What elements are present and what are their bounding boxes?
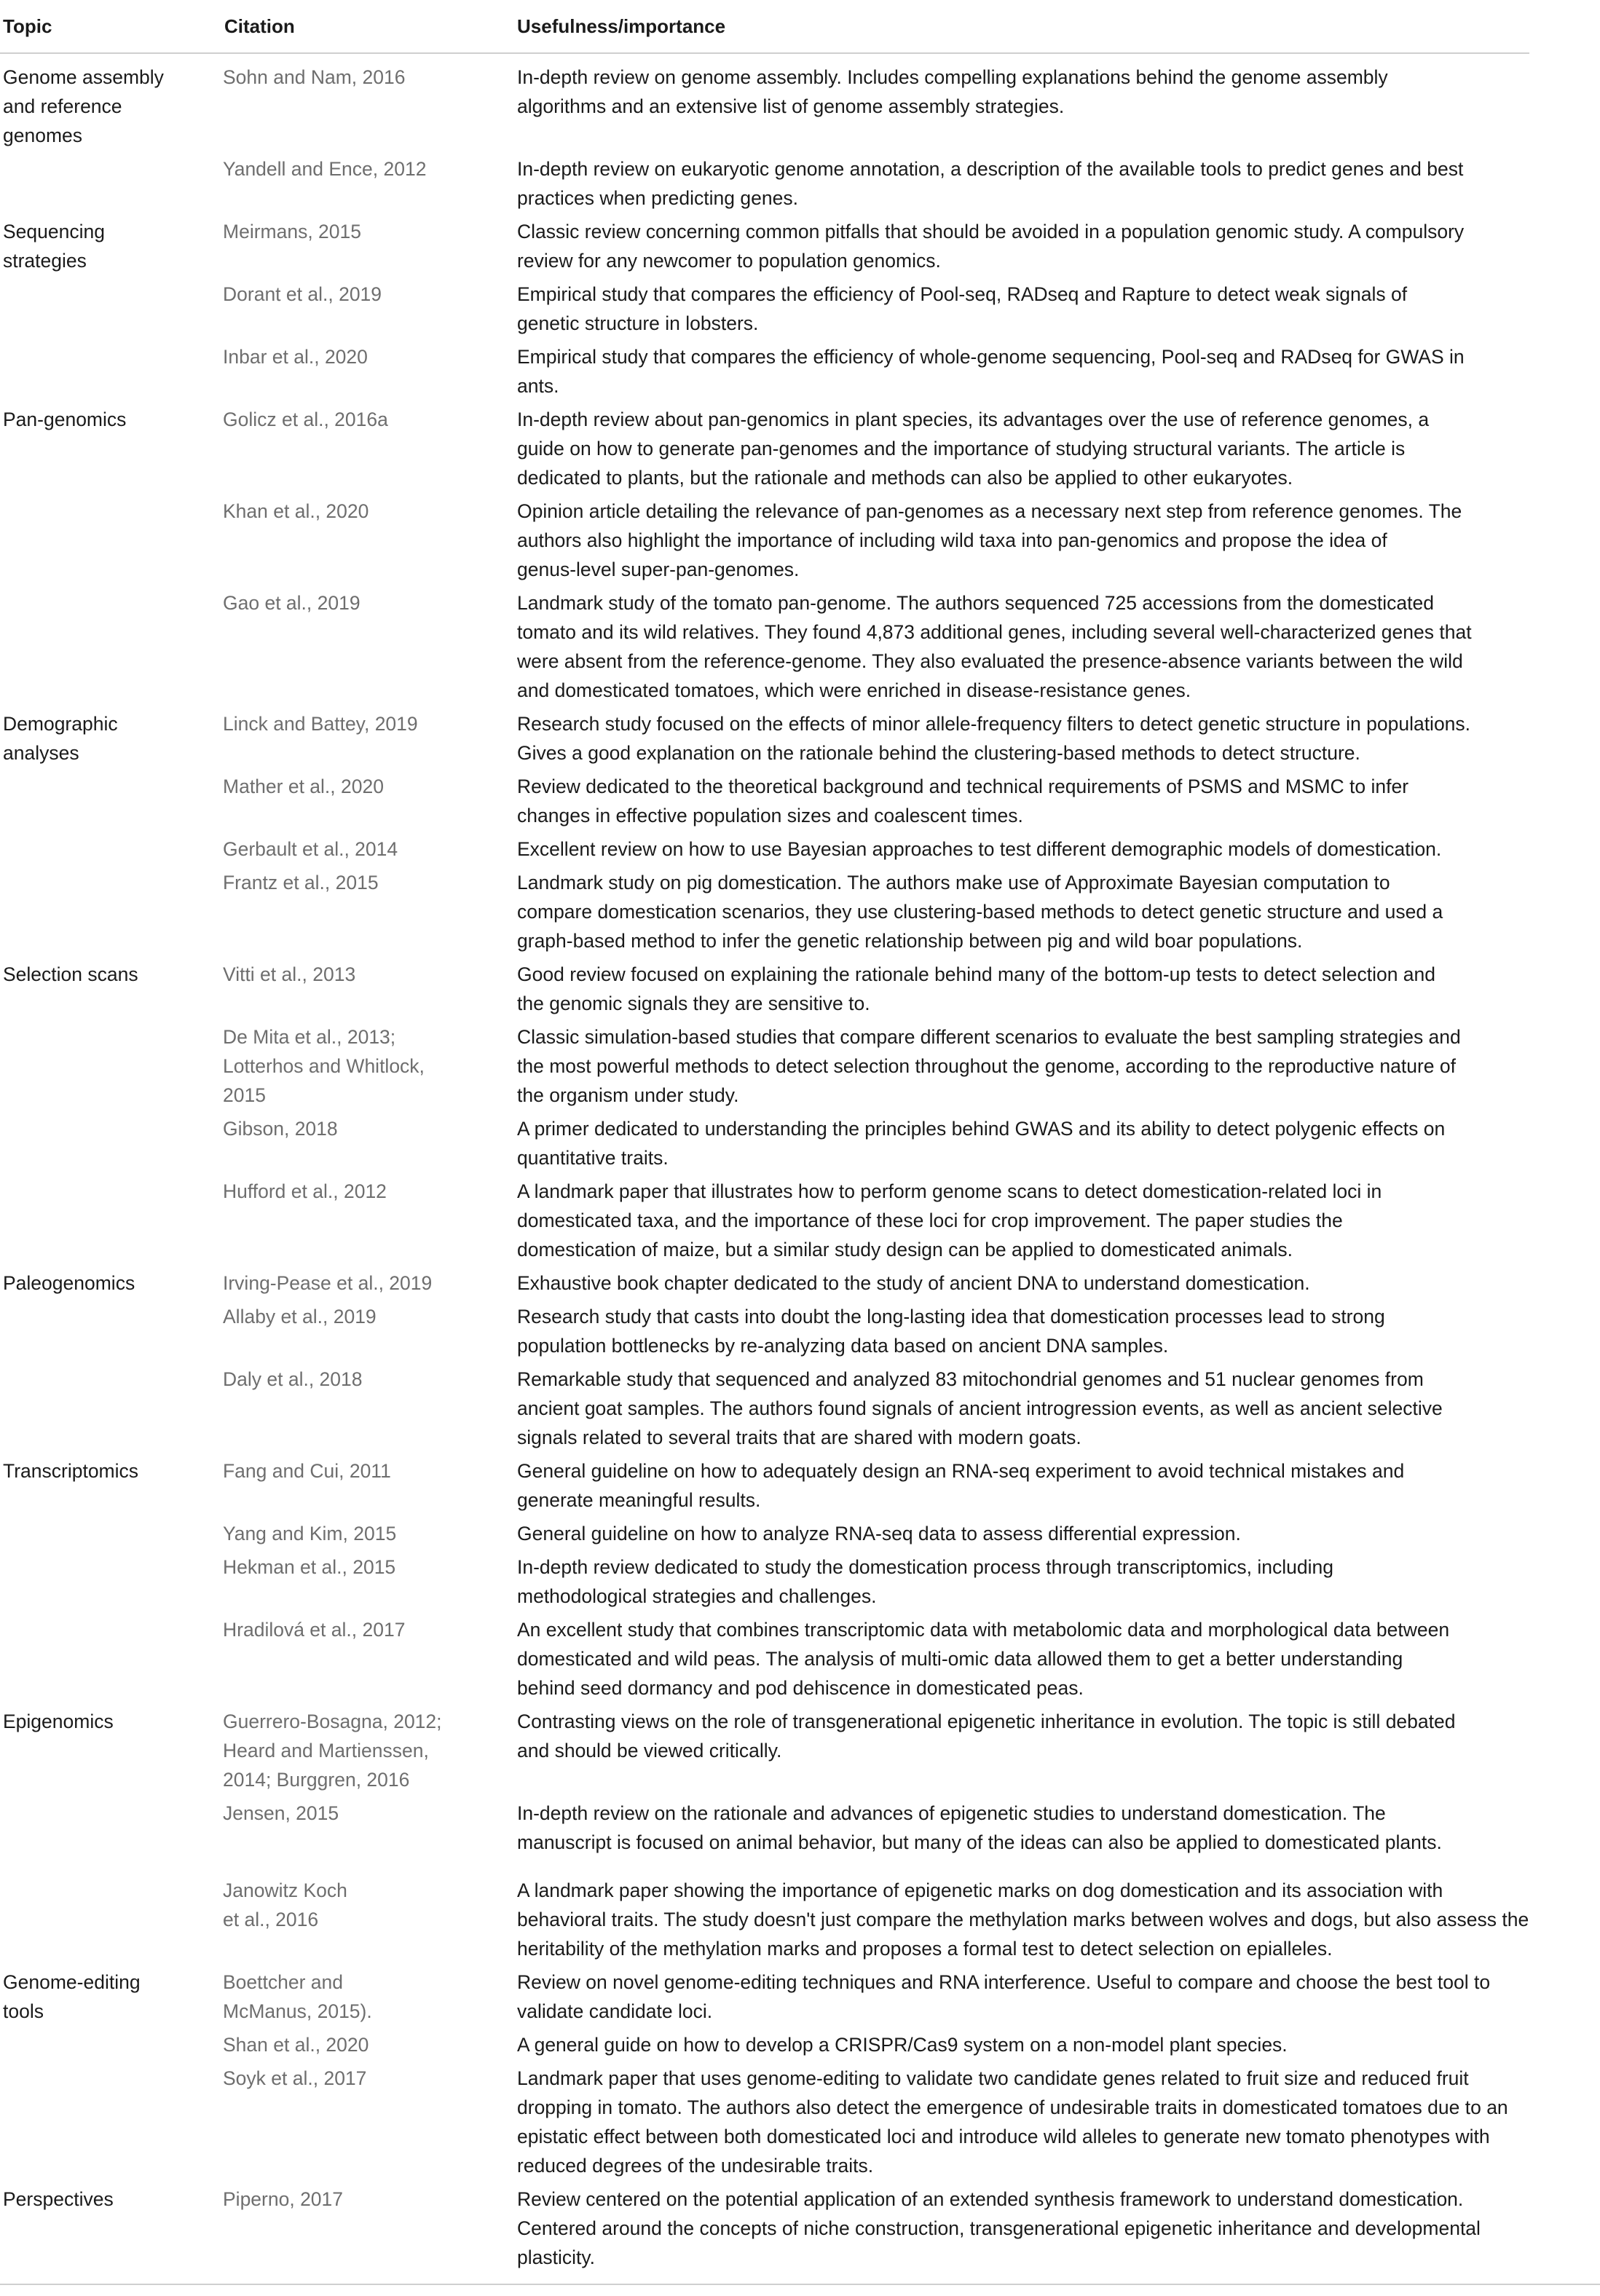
topic-cell bbox=[3, 217, 207, 275]
topic-cell bbox=[3, 63, 207, 150]
usefulness-cell-line: review for any newcomer to population genomics. bbox=[517, 250, 941, 272]
usefulness-cell-line: behind seed dormancy and pod dehiscence in domesticated peas. bbox=[517, 1677, 1084, 1699]
usefulness-cell-line: Exhaustive book chapter dedicated to the study of ancient DNA to understand domestication. bbox=[517, 1272, 1310, 1294]
topic-cell-line: Selection scans bbox=[3, 963, 138, 985]
citation-cell-line: Yandell and Ence, 2012 bbox=[223, 158, 427, 180]
citation-cell bbox=[223, 280, 470, 309]
topic-cell-line: Demographic bbox=[3, 713, 118, 735]
usefulness-cell-line: A landmark paper showing the importance of epigenetic marks on dog domestication and its association with bbox=[517, 1879, 1443, 1901]
usefulness-cell bbox=[517, 709, 1600, 768]
usefulness-cell-line: Review centered on the potential application of an extended synthesis framework to understand domestication. bbox=[517, 2188, 1464, 2210]
usefulness-cell bbox=[517, 835, 1600, 864]
citation-cell bbox=[223, 2030, 470, 2059]
citation-cell-line: Vitti et al., 2013 bbox=[223, 963, 356, 985]
citation-cell-line: Allaby et al., 2019 bbox=[223, 1306, 377, 1328]
usefulness-cell-line: algorithms and an extensive list of genome assembly strategies. bbox=[517, 95, 1065, 117]
bottom-rule bbox=[0, 2284, 1600, 2285]
usefulness-cell bbox=[517, 1022, 1600, 1110]
topic-cell-line: analyses bbox=[3, 742, 79, 764]
usefulness-cell-line: A primer dedicated to understanding the principles behind GWAS and its ability to detect polygenic effects on bbox=[517, 1118, 1446, 1140]
usefulness-cell-line: tomato and its wild relatives. They found 4,873 additional genes, including several well-characterized genes that bbox=[517, 621, 1472, 643]
usefulness-cell bbox=[517, 868, 1600, 955]
citation-cell bbox=[223, 1269, 470, 1298]
citation-cell bbox=[223, 1707, 470, 1794]
usefulness-cell-line: Landmark study on pig domestication. The authors make use of Approximate Bayesian computation to bbox=[517, 872, 1390, 893]
usefulness-cell bbox=[517, 2185, 1600, 2272]
citation-cell-line: Piperno, 2017 bbox=[223, 2188, 344, 2210]
citation-cell bbox=[223, 588, 470, 618]
citation-cell bbox=[223, 1177, 470, 1206]
citation-cell bbox=[223, 1553, 470, 1582]
citation-cell-line: 2014; Burggren, 2016 bbox=[223, 1769, 410, 1791]
citation-cell-line: Heard and Martienssen, bbox=[223, 1740, 429, 1762]
usefulness-cell bbox=[517, 217, 1600, 275]
usefulness-cell-line: dropping in tomato. The authors also detect the emergence of undesirable traits in domesticated tomatoes due to an bbox=[517, 2096, 1508, 2118]
usefulness-cell-line: Classic review concerning common pitfalls that should be avoided in a population genomic study. A compulsory bbox=[517, 221, 1465, 242]
citation-cell bbox=[223, 342, 470, 371]
topic-cell-line: Genome assembly bbox=[3, 66, 164, 88]
usefulness-cell bbox=[517, 63, 1600, 121]
usefulness-cell-line: practices when predicting genes. bbox=[517, 187, 798, 209]
usefulness-cell-line: manuscript is focused on animal behavior, but many of the ideas can also be applied to domesticated plants. bbox=[517, 1831, 1442, 1853]
usefulness-cell-line: generate meaningful results. bbox=[517, 1489, 761, 1511]
topic-cell-line: Epigenomics bbox=[3, 1711, 114, 1732]
citation-cell-line: Hradilová et al., 2017 bbox=[223, 1619, 406, 1641]
citation-cell-line: Linck and Battey, 2019 bbox=[223, 713, 418, 735]
usefulness-cell bbox=[517, 342, 1600, 401]
usefulness-cell-line: the organism under study. bbox=[517, 1084, 739, 1106]
usefulness-cell bbox=[517, 1177, 1600, 1264]
topic-cell bbox=[3, 1968, 207, 2026]
usefulness-cell-line: and should be viewed critically. bbox=[517, 1740, 782, 1762]
usefulness-cell-line: ants. bbox=[517, 375, 559, 397]
usefulness-cell-line: reduced degrees of the undesirable traits. bbox=[517, 2155, 874, 2177]
topic-cell bbox=[3, 405, 207, 434]
usefulness-cell bbox=[517, 772, 1600, 830]
citation-cell-line: Shan et al., 2020 bbox=[223, 2034, 369, 2056]
usefulness-cell-line: Landmark paper that uses genome-editing to validate two candidate genes related to fruit size and reduced fruit bbox=[517, 2067, 1469, 2089]
topic-cell-line: Transcriptomics bbox=[3, 1460, 139, 1482]
usefulness-cell bbox=[517, 1114, 1600, 1172]
usefulness-cell-line: In-depth review about pan-genomics in plant species, its advantages over the use of reference genomes, a bbox=[517, 409, 1430, 430]
citation-cell-line: Fang and Cui, 2011 bbox=[223, 1460, 391, 1482]
citation-cell bbox=[223, 1876, 470, 1934]
topic-cell-line: Perspectives bbox=[3, 2188, 114, 2210]
usefulness-cell bbox=[517, 588, 1600, 705]
usefulness-cell-line: Remarkable study that sequenced and analyzed 83 mitochondrial genomes and 51 nuclear genomes from bbox=[517, 1368, 1424, 1390]
citation-cell-line: Janowitz Koch bbox=[223, 1879, 347, 1901]
usefulness-cell-line: Classic simulation-based studies that compare different scenarios to evaluate the best sampling strategies and bbox=[517, 1026, 1461, 1048]
usefulness-cell-line: Centered around the concepts of niche construction, transgenerational epigenetic inheritance and developmental bbox=[517, 2217, 1481, 2239]
citation-cell bbox=[223, 1615, 470, 1644]
citation-cell bbox=[223, 772, 470, 801]
citation-cell bbox=[223, 960, 470, 989]
usefulness-cell-line: were absent from the reference-genome. They also evaluated the presence-absence variants between the wild bbox=[517, 650, 1463, 672]
citation-cell-line: et al., 2016 bbox=[223, 1909, 319, 1930]
usefulness-cell-line: guide on how to generate pan-genomes and the importance of studying structural variants. The article is bbox=[517, 438, 1406, 459]
usefulness-cell-line: Landmark study of the tomato pan-genome. The authors sequenced 725 accessions from the domesticated bbox=[517, 592, 1435, 614]
usefulness-cell bbox=[517, 2030, 1600, 2059]
topic-cell bbox=[3, 709, 207, 768]
citation-cell-line: Gerbault et al., 2014 bbox=[223, 838, 398, 860]
usefulness-cell-line: and domesticated tomatoes, which were enriched in disease-resistance genes. bbox=[517, 679, 1191, 701]
usefulness-cell-line: Empirical study that compares the efficiency of whole-genome sequencing, Pool-seq and RADseq for GWAS in bbox=[517, 346, 1465, 368]
usefulness-cell-line: A landmark paper that illustrates how to perform genome scans to detect domestication-related loci in bbox=[517, 1180, 1382, 1202]
citation-cell-line: Irving-Pease et al., 2019 bbox=[223, 1272, 433, 1294]
citation-cell bbox=[223, 709, 470, 738]
usefulness-cell-line: ancient goat samples. The authors found signals of ancient introgression events, as well as ancient selective bbox=[517, 1397, 1443, 1419]
citation-cell-line: Gao et al., 2019 bbox=[223, 592, 360, 614]
usefulness-cell bbox=[517, 1615, 1600, 1703]
usefulness-cell-line: Opinion article detailing the relevance of pan-genomes as a necessary next step from reference genomes. The bbox=[517, 500, 1462, 522]
citation-cell-line: Mather et al., 2020 bbox=[223, 776, 384, 797]
topic-cell-line: and reference bbox=[3, 95, 122, 117]
usefulness-cell bbox=[517, 154, 1600, 213]
citation-cell bbox=[223, 1968, 470, 2026]
usefulness-cell-line: General guideline on how to adequately design an RNA-seq experiment to avoid technical mistakes and bbox=[517, 1460, 1405, 1482]
citation-cell bbox=[223, 1799, 470, 1828]
citation-cell-line: Daly et al., 2018 bbox=[223, 1368, 363, 1390]
usefulness-cell-line: quantitative traits. bbox=[517, 1147, 669, 1169]
topic-cell-line: genomes bbox=[3, 125, 83, 146]
usefulness-cell-line: graph-based method to infer the genetic relationship between pig and wild boar populations. bbox=[517, 930, 1303, 952]
usefulness-cell-line: In-depth review dedicated to study the domestication process through transcriptomics, including bbox=[517, 1556, 1333, 1578]
usefulness-cell-line: epistatic effect between both domesticated loci and introduce wild alleles to generate new tomato phenotypes with bbox=[517, 2126, 1490, 2147]
citation-cell bbox=[223, 1365, 470, 1394]
usefulness-cell-line: signals related to several traits that are shared with modern goats. bbox=[517, 1427, 1081, 1448]
usefulness-cell-line: heritability of the methylation marks and proposes a formal test to detect selection on epialleles. bbox=[517, 1938, 1333, 1960]
usefulness-cell-line: Good review focused on explaining the rationale behind many of the bottom-up tests to detect selection and bbox=[517, 963, 1436, 985]
usefulness-cell-line: In-depth review on eukaryotic genome annotation, a description of the available tools to predict genes and best bbox=[517, 158, 1464, 180]
citation-cell-line: Inbar et al., 2020 bbox=[223, 346, 368, 368]
usefulness-cell-line: the most powerful methods to detect selection throughout the genome, according to the reproductive nature of bbox=[517, 1055, 1456, 1077]
topic-cell-line: tools bbox=[3, 2000, 44, 2022]
citation-cell-line: Jensen, 2015 bbox=[223, 1802, 339, 1824]
usefulness-cell bbox=[517, 1456, 1600, 1515]
usefulness-cell bbox=[517, 280, 1600, 338]
usefulness-cell bbox=[517, 960, 1600, 1018]
header-usefulness: Usefulness/importance bbox=[517, 15, 726, 37]
citation-cell-line: Boettcher and bbox=[223, 1971, 344, 1993]
usefulness-cell bbox=[517, 1553, 1600, 1611]
usefulness-cell-line: dedicated to plants, but the rationale and methods can also be applied to other eukaryotes. bbox=[517, 467, 1293, 489]
usefulness-cell-line: Review dedicated to the theoretical background and technical requirements of PSMS and MSMC to infer bbox=[517, 776, 1409, 797]
citation-cell-line: Golicz et al., 2016a bbox=[223, 409, 388, 430]
topic-cell bbox=[3, 960, 207, 989]
usefulness-cell-line: genus-level super-pan-genomes. bbox=[517, 559, 800, 580]
citation-cell bbox=[223, 835, 470, 864]
usefulness-cell-line: genetic structure in lobsters. bbox=[517, 312, 759, 334]
usefulness-cell-line: A general guide on how to develop a CRISPR/Cas9 system on a non-model plant species. bbox=[517, 2034, 1288, 2056]
usefulness-cell-line: An excellent study that combines transcriptomic data with metabolomic data and morphological data between bbox=[517, 1619, 1450, 1641]
usefulness-cell bbox=[517, 497, 1600, 584]
citation-cell-line: McManus, 2015). bbox=[223, 2000, 372, 2022]
usefulness-cell-line: plasticity. bbox=[517, 2246, 596, 2268]
topic-cell bbox=[3, 1269, 207, 1298]
usefulness-cell bbox=[517, 405, 1600, 492]
citation-cell-line: De Mita et al., 2013; bbox=[223, 1026, 396, 1048]
topic-cell bbox=[3, 2185, 207, 2214]
citation-cell-line: Hufford et al., 2012 bbox=[223, 1180, 387, 1202]
topic-cell bbox=[3, 1707, 207, 1736]
topic-cell-line: Pan-genomics bbox=[3, 409, 127, 430]
usefulness-cell bbox=[517, 1707, 1600, 1765]
usefulness-cell-line: Review on novel genome-editing techniques and RNA interference. Useful to compare and choose the best tool to bbox=[517, 1971, 1491, 1993]
usefulness-cell-line: Gives a good explanation on the rationale behind the clustering-based methods to detect structure. bbox=[517, 742, 1360, 764]
usefulness-cell bbox=[517, 1302, 1600, 1360]
usefulness-cell-line: In-depth review on the rationale and advances of epigenetic studies to understand domestication. The bbox=[517, 1802, 1386, 1824]
citation-cell bbox=[223, 497, 470, 526]
citation-cell-line: Gibson, 2018 bbox=[223, 1118, 338, 1140]
citation-cell bbox=[223, 868, 470, 897]
usefulness-cell-line: domesticated taxa, and the importance of these loci for crop improvement. The paper studies the bbox=[517, 1210, 1343, 1231]
citation-cell-line: Meirmans, 2015 bbox=[223, 221, 362, 242]
usefulness-cell bbox=[517, 2064, 1600, 2180]
citation-cell-line: 2015 bbox=[223, 1084, 266, 1106]
usefulness-cell-line: Contrasting views on the role of transgenerational epigenetic inheritance in evolution. The topic is still debated bbox=[517, 1711, 1456, 1732]
usefulness-cell-line: Excellent review on how to use Bayesian approaches to test different demographic models of domestication. bbox=[517, 838, 1442, 860]
usefulness-cell-line: Research study that casts into doubt the long-lasting idea that domestication processes lead to strong bbox=[517, 1306, 1385, 1328]
citation-cell-line: Yang and Kim, 2015 bbox=[223, 1523, 397, 1545]
citation-cell bbox=[223, 1022, 470, 1110]
citation-cell-line: Dorant et al., 2019 bbox=[223, 283, 382, 305]
header-topic: Topic bbox=[3, 15, 52, 37]
citation-cell bbox=[223, 2185, 470, 2214]
usefulness-cell-line: domesticated and wild peas. The analysis of multi-omic data allowed them to get a better understanding bbox=[517, 1648, 1403, 1670]
usefulness-cell bbox=[517, 1799, 1600, 1857]
citation-cell bbox=[223, 63, 470, 92]
usefulness-cell-line: validate candidate loci. bbox=[517, 2000, 713, 2022]
citation-cell bbox=[223, 154, 470, 184]
usefulness-cell bbox=[517, 1269, 1600, 1298]
usefulness-cell-line: compare domestication scenarios, they use clustering-based methods to detect genetic structure and used a bbox=[517, 901, 1443, 923]
header-rule bbox=[0, 52, 1529, 54]
citation-cell bbox=[223, 1302, 470, 1331]
citation-cell-line: Frantz et al., 2015 bbox=[223, 872, 379, 893]
topic-cell-line: Paleogenomics bbox=[3, 1272, 135, 1294]
usefulness-cell-line: changes in effective population sizes and coalescent times. bbox=[517, 805, 1023, 827]
usefulness-cell-line: Research study focused on the effects of minor allele-frequency filters to detect genetic structure in populations. bbox=[517, 713, 1471, 735]
citation-cell bbox=[223, 2064, 470, 2093]
citation-cell bbox=[223, 217, 470, 246]
usefulness-cell bbox=[517, 1519, 1600, 1548]
usefulness-cell-line: Empirical study that compares the efficiency of Pool-seq, RADseq and Rapture to detect weak signals of bbox=[517, 283, 1408, 305]
citation-cell-line: Lotterhos and Whitlock, bbox=[223, 1055, 425, 1077]
topic-cell bbox=[3, 1456, 207, 1486]
usefulness-cell-line: the genomic signals they are sensitive to. bbox=[517, 993, 870, 1014]
usefulness-cell-line: In-depth review on genome assembly. Includes compelling explanations behind the genome assembly bbox=[517, 66, 1388, 88]
usefulness-cell-line: General guideline on how to analyze RNA-seq data to assess differential expression. bbox=[517, 1523, 1241, 1545]
citation-cell bbox=[223, 1519, 470, 1548]
topic-cell-line: Genome-editing bbox=[3, 1971, 141, 1993]
citation-cell bbox=[223, 1456, 470, 1486]
citation-cell-line: Soyk et al., 2017 bbox=[223, 2067, 367, 2089]
usefulness-cell bbox=[517, 1876, 1600, 1963]
usefulness-cell-line: methodological strategies and challenges. bbox=[517, 1585, 877, 1607]
citation-cell-line: Guerrero-Bosagna, 2012; bbox=[223, 1711, 442, 1732]
citation-cell-line: Sohn and Nam, 2016 bbox=[223, 66, 406, 88]
topic-cell-line: Sequencing bbox=[3, 221, 105, 242]
usefulness-cell bbox=[517, 1968, 1600, 2026]
usefulness-cell bbox=[517, 1365, 1600, 1452]
citation-cell-line: Khan et al., 2020 bbox=[223, 500, 369, 522]
citation-cell-line: Hekman et al., 2015 bbox=[223, 1556, 396, 1578]
header-citation: Citation bbox=[224, 15, 295, 37]
topic-cell-line: strategies bbox=[3, 250, 87, 272]
usefulness-cell-line: behavioral traits. The study doesn't just compare the methylation marks between wolves and dogs, but also assess the bbox=[517, 1909, 1529, 1930]
usefulness-cell-line: domestication of maize, but a similar study design can be applied to domesticated animals. bbox=[517, 1239, 1293, 1261]
usefulness-cell-line: authors also highlight the importance of including wild taxa into pan-genomics and propose the idea of bbox=[517, 529, 1387, 551]
citation-cell bbox=[223, 1114, 470, 1143]
citation-cell bbox=[223, 405, 470, 434]
usefulness-cell-line: population bottlenecks by re-analyzing data based on ancient DNA samples. bbox=[517, 1335, 1169, 1357]
